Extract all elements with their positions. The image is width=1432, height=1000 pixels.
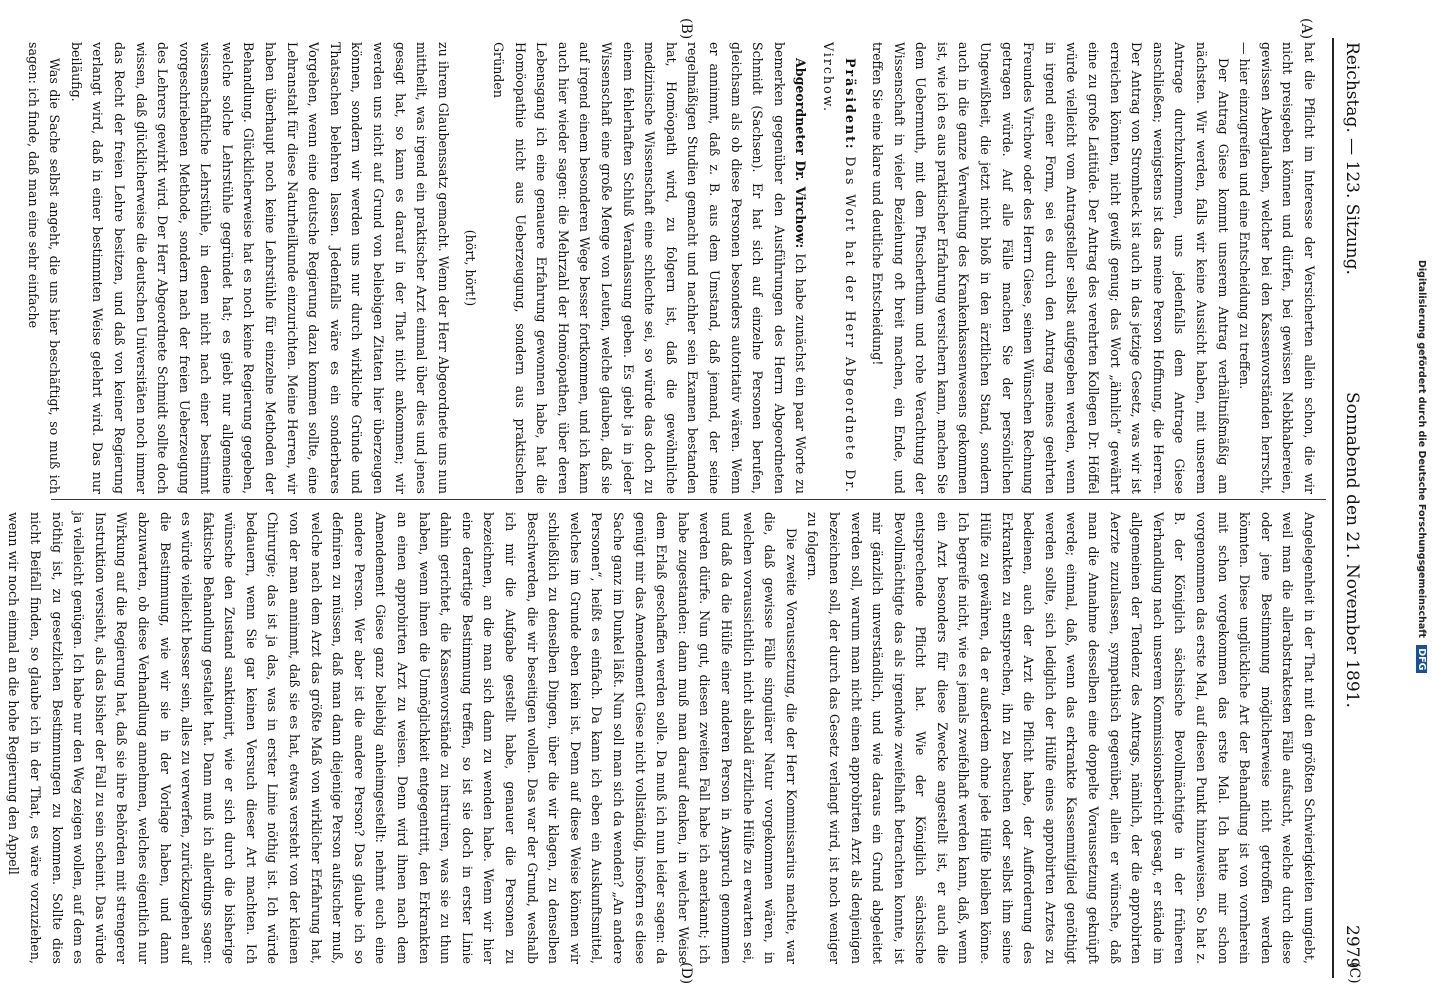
column-separator [51,499,1326,500]
virchow-text: Ich habe zunächst ein paar Worte zu bemerken gegenüber den Ausführungen des Herrn Abgeordneten Schmidt (Sachsen). Er hat sich auf einzelne Personen berufen, gleichsam als ob diese Personen besonders autoritativ wären. Wenn er annimmt, daß z. B. aus dem Umstand, daß jemand, der seine regelmäßigen Studien gemacht und nachher sein Examen bestanden hat, Homöopath wird, zu folgern ist, daß die gewöhnliche medizinische Wissenschaft eine schlechte sei, so würde das doch zu einem fehlerhaften Schluß Veranlassung geben. Es giebt ja in jeder Wissenschaft eine große Menge von Leuten, welche glauben, daß sie auf irgend einem besonderen Wege besser fortkommen, und ich kann auch hier wieder sagen: die Mehrzahl der Homöopathen, über deren Lebensgang ich eine genauere Erfahrung gewonnen habe, hat die Homöopathie nicht aus Ueberzeugung, sondern aus praktischen Gründen [491,42,809,494]
dfg-logo: DFG [1416,645,1427,673]
president-label: Präsident: [842,58,858,151]
digitization-credit [1413,260,1429,720]
left-column [22,42,1320,494]
margin-marker-d: (D) [678,962,694,985]
right-paragraph-1: Angelegenheit in der That mit den größten Schwierigkeiten umgiebt, weil man die allerabstraktesten Fälle aufsucht, welche durch diese oder jene Bestimmung möglicherweise nicht getroffen werden könnten. Diese unglückliche Art der Behandlung ist von vornherein mit schon vorgekommen das erste Mal. Ich hatte mir schon vorgenommen das erste Mal, auf diesen Punkt hinzuweisen. So hat z. B. der Königlich sächsische Bevollmächtigte in der früheren Verhandlung nach unserem Kommissionsbericht gesagt, er stände im allgemeinen der Tendenz des Antrags, nämlich, der die approbirten Aerzte zuzulassen, sympathisch gegenüber, allein er wünsche, daß man die Annahme desselben eine doppelte Voraussetzung geknüpft werde; einmal, daß, wenn das erkrankte Kassenmitglied genöthigt werden sollte, sich lediglich der Hülfe eines approbirten Arztes zu bedienen, auch der Arzt die Pflicht habe, der Aufforderung des Erkrankten zu entsprechen, ihn zu besuchen oder selbst ihm seine Hülfe zu gewähren, da er außerdem ohne jede Hülfe bleiben könne. Ich begreife nicht, wie es jemals zweifelhaft werden kann, daß, wenn ein Arzt besonders für diese Zwecke angestellt ist, er auch die entsprechende Pflicht hat. Wie der Königlich sächsische Bevollmächtigte das als irgendwie zweifelhaft betrachten konnte, ist mir gänzlich unverständlich, und wie daraus ein Grund abgeleitet werden soll, warum man nicht einen approbirten Arzt als denjenigen bezeichnen soll, der durch das Gesetz verlangt wird, ist noch weniger zu folgern. [805,512,1317,964]
header-session: Reichstag. — 123. Sitzung. [1342,42,1362,275]
margin-marker-a: (A) [1298,18,1314,40]
virchow-speech [487,42,811,494]
page-header [1336,0,1362,1000]
credit-text: Digitalisierung gefördert durch die Deutsche Forschungsgemeinschaft [1416,260,1427,638]
left-paragraph-4: zu ihrem Glaubenssatz gemacht. Wenn der Herr Abgeordnete uns nun mittheilt, was irgend ein praktischer Arzt einmal über dies und jenes gesagt hat, so kann es darauf in der That nicht ankommen; wir werden uns nicht auf Grund von beliebigen Zitaten hier überzeugen können, sondern wir werden uns nur durch wirkliche Gründe und Thatsachen belehren lassen. Jedenfalls wäre es ein sonderbares Vorgehen, wenn eine deutsche Regierung dazu kommen sollte, eine Lehranstalt für diese Naturheilkunde einzurichten. Meine Herren, wir haben überhaupt noch keine Lehrstühle für einzelne Methoden der Behandlung. Glücklicherweise hat es noch keine Regierung gegeben, welche solche Lehrstühle gegründet hat; es giebt nur allgemeine wissenschaftliche Lehrstühle, in denen nicht nach einer bestimmt vorgeschriebenen Methode, sondern nach der freien Ueberzeugung des Lehrers gewirkt wird. Der Herr Abgeordnete Schmidt sollte doch wissen, daß glücklicherweise die deutschen Universitäten noch immer das Recht der freien Lehre besitzen, und daß von keiner Regierung verlangt wird, daß in einer bestimmten Weise gelehrt wird. Das nur beiläufig. [68,42,451,494]
president-text: Das Wort hat der Herr Abgeordnete Dr. Virchow. [820,42,858,494]
left-paragraph-1: hat die Pflicht im Interesse der Versicherten allein schon, die wir nicht preisgeben können und dürfen, bei gewissen Nebkhabereien, gewissen Aberglauben, welcher bei den Kassenvorständen herrscht, — hier einzugreifen und eine Entscheidung zu treffen. [1237,42,1317,494]
right-paragraph-2: Die zweite Voraussetzung, die der Herr Kommissarius machte, war die, daß gewisse Fälle singulärer Natur vorgekommen wären, in welchen voraussichtlich nicht alsbald ärztliche Hülfe zu erwarten sei, und daß da die Hülfe einer anderen Person in Anspruch genommen werden dürfe. Nun gut, diesen zweiten Fall habe ich anerkannt; ich habe zugestanden: dann muß man darauf denken, in welcher Weise dem Erlaß geschaffen werden solle. Da muß ich nun leider sagen: da genügt mir das Amendement Giese nicht vollständig, insofern es diese Sache ganz im Dunkel läßt. Nun soll man sich da wenden? „An andere Personen“, heißt es einfach. Da kann ich eben ein Auskunftsmittel, welches im Grunde eben kein ist. Denn auf diese Weise können wir schließlich zu denselben Dingen, über die wir klagen, zu denselben Beschwerden, die wir beseitigen wollen. Das war der Grund, weshalb ich mir die Aufgabe gestellt habe, genauer die Personen zu bezeichnen, an die man sich dann zu wenden habe. Wenn wir hier eine derartige Bestimmung treffen, so ist sie doch in erster Linie dahin gerichtet, die Kassenvorstände zu instruiren, was sie zu thun haben, wenn ihnen die Unmöglichkeit entgegentritt, den Erkrankten an einen approbirten Arzt zu weisen. Denn wird ihnen nach dem Amendement Giese ganz beliebig anheimgestellt: nehmt euch eine andere Person. Wer aber ist die andere Person? Das glaube ich so definiren zu müssen, daß man dann diejenige Person aufsucher muß, welche nach dem Arzt das größte Maß von wirklicher Erfahrung hat, von der man annimmt, daß sie es hat, etwas versteht von der kleinen Chirurgie; das ist ja das, was in erster Linie nöthig ist. Ich würde bedauern, wenn Sie gar keinen Versuch dieser Art machten. Ich wünsche den Zustand sanktionirt, wie er sich durch die bisherige faktische Behandlung gestaltet hat. Dann muß ich allerdings sagen: es würde vielleicht besser sein, alles zu verwerfen, zurückzugehen auf die Bestimmung, wie wir sie in der Vorlage haben, und dann abzuwarten, ob diese Verhandlung annehmen, welches eigentlich nur Wirkung auf die Regierung hat, daß sie ihre Behörden mit strengerer Instruktion versieht, als das bisher der Fall zu sein scheint. Das würde ja vielleicht genügen. Ich habe nur den Weg zeigen wollen, auf dem es nöthig ist, zu gesetzlichen Bestimmungen zu kommen. Sollte dies nicht Beifall finden, so glaube ich in der That, es wäre vorzuziehen, wenn wir noch einmal an die hohe Regierung den Appell [6,512,799,964]
interjection: (hört, hört!) [463,229,479,307]
speaker-label: Abgeordneter Dr. Virchow: [793,58,809,249]
president-statement [817,42,860,494]
right-column [3,512,1320,964]
page-number: 2979 [1342,925,1362,969]
left-paragraph-2: Der Antrag Giese kommt unserem Antrag verhältnißmäßig am nächsten. Wir werden, falls wir keine Aussicht haben, mit unserem Antrage durchzukommen, uns jedenfalls dem Antrage Giese anschließen; wenigstens ist das meine Person Hoffnung, die Herren. Der Antrag von Stromheck ist auch in das jetzige Gesetz, was wir ist erreichen könnten, nicht gewiß genug; das Wort „ähnlich“ gewährt eine zu große Latitüde. Der Antrag des verehrten Kollegen Dr. Höffel würde vielleicht vom Antragsteller selbst aufgegeben werden, wenn in irgend einer Form, sei es durch den Antrag meines geehrten Freundes Virchow oder des Herrn Giese, seinen Wünschen Rechnung getragen würde. Auf alle Fälle machen Sie der persönlichen Ungewißheit, die jetzt nicht bloß in den ärztlichen Stand, sondern auch in die ganze Verwaltung des Krankenkassenwesens gekommen ist, wie ich es aus praktischer Erfahrung versichern kann, machen Sie dem Uebermuth, mit dem Pfuscherthum und rohe Verachtung der Wissenschaft in vieler Beziehung oft breit machen, ein Ende, und treffen Sie eine klare und deutliche Entscheidung! [870,42,1231,494]
margin-marker-c: (C) [1346,962,1362,984]
header-date: Sonnabend den 21. November 1891. [1342,392,1362,708]
credit-text-rotated [1413,260,1429,720]
margin-marker-b: (B) [678,18,694,40]
left-paragraph-5: Was die Sache selbst angeht, die uns hier beschäftigt, so muß ich sagen: ich finde, daß man eine sehr einfache [25,42,63,494]
header-rule [1332,38,1334,978]
